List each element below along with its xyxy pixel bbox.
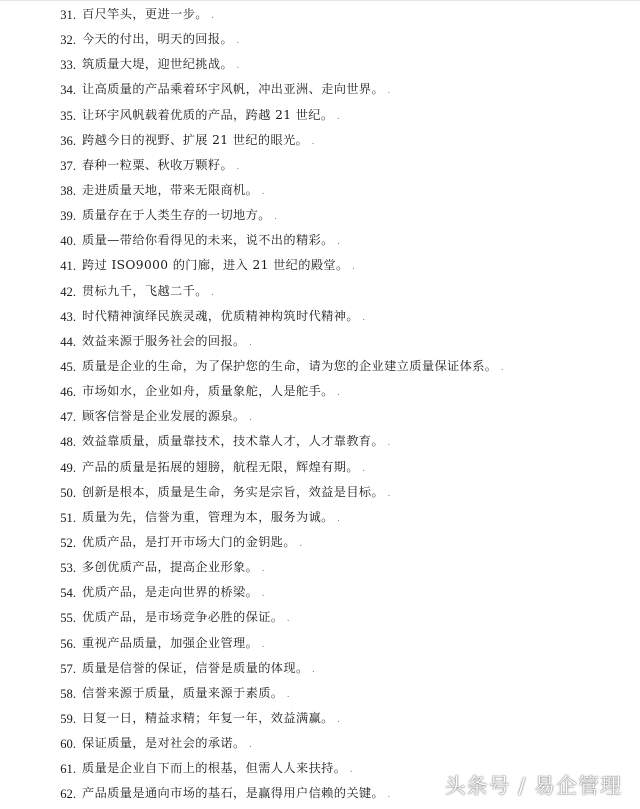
item-number: 31.	[60, 8, 76, 22]
item-text: 效益靠质量，质量靠技术，技术靠人才，人才靠教育。 .	[82, 429, 391, 456]
item-text: 质量—带给你看得见的未来，说不出的精彩。 .	[82, 228, 340, 255]
item-text: 让环宇风帆载着优质的产品，跨越 21 世纪。 .	[82, 103, 340, 130]
item-text: 质量是企业的生命，为了保护您的生命，请为您的企业建立质量保证体系。 .	[82, 354, 504, 381]
item-text: 质量存在于人类生存的一切地方。 .	[82, 203, 277, 230]
list-item	[52, 456, 632, 481]
item-text: 质量为先，信誉为重，管理为本，服务为诚。 .	[82, 505, 340, 532]
list-item	[52, 104, 632, 129]
list-item	[52, 3, 632, 28]
list-item	[52, 531, 632, 556]
list-item	[52, 707, 632, 732]
item-number: 51.	[60, 510, 76, 525]
list-item	[52, 732, 632, 757]
item-text: 顾客信誉是企业发展的源泉。 .	[82, 404, 252, 431]
list-item	[52, 280, 632, 305]
item-text: 让高质量的产品乘着环宇风帆，冲出亚洲、走向世界。 .	[82, 77, 391, 104]
item-number: 56.	[60, 636, 76, 651]
item-number: 47.	[60, 410, 76, 425]
list-item	[52, 179, 632, 204]
item-text: 创新是根本，质量是生命，务实是宗旨，效益是目标。 .	[82, 480, 391, 507]
item-text: 产品的质量是拓展的翅膀，航程无限，辉煌有期。 .	[82, 455, 366, 482]
item-text: 信誉来源于质量，质量来源于素质。 .	[82, 681, 290, 708]
list-item	[52, 254, 632, 279]
item-number: 54.	[60, 586, 76, 601]
item-number: 48.	[60, 435, 76, 450]
item-number: 49.	[60, 460, 76, 475]
item-text: 时代精神演绎民族灵魂，优质精神构筑时代精神。 .	[82, 304, 366, 331]
item-text: 效益来源于服务社会的回报。 .	[82, 329, 252, 356]
item-text: 产品质量是通向市场的基石，是赢得用户信赖的关键。 .	[82, 781, 391, 808]
list-item	[52, 305, 632, 330]
list-item	[52, 355, 632, 380]
item-text: 保证质量，是对社会的承诺。 .	[82, 731, 252, 758]
list-item	[52, 154, 632, 179]
watermark-label: 头条号 / 易企管理	[444, 774, 622, 798]
item-number: 42.	[60, 284, 76, 299]
list-item	[52, 632, 632, 657]
item-number: 55.	[60, 611, 76, 626]
item-number: 57.	[60, 661, 76, 676]
list-item	[52, 481, 632, 506]
slogan-list	[52, 3, 632, 808]
item-text: 今天的付出，明天的回报。 .	[82, 27, 240, 54]
item-text: 市场如水，企业如舟，质量象舵，人是舵手。 .	[82, 379, 340, 406]
list-item	[52, 556, 632, 581]
item-number: 36.	[60, 133, 76, 148]
item-text: 走进质量天地，带来无限商机。 .	[82, 178, 265, 205]
item-number: 32.	[60, 33, 76, 48]
item-number: 61.	[60, 762, 76, 777]
list-item	[52, 380, 632, 405]
item-text: 优质产品，是市场竞争必胜的保证。 .	[82, 605, 290, 632]
list-item	[52, 581, 632, 606]
list-item	[52, 606, 632, 631]
item-text: 优质产品，是打开市场大门的金钥匙。 .	[82, 530, 303, 557]
list-item	[52, 330, 632, 355]
item-number: 35.	[60, 108, 76, 123]
item-text: 重视产品质量，加强企业管理。 .	[82, 631, 265, 658]
item-number: 40.	[60, 234, 76, 249]
item-number: 37.	[60, 158, 76, 173]
item-number: 46.	[60, 385, 76, 400]
item-number: 45.	[60, 359, 76, 374]
item-number: 39.	[60, 209, 76, 224]
item-text: 筑质量大堤，迎世纪挑战。 .	[82, 52, 240, 79]
item-number: 59.	[60, 711, 76, 726]
list-item	[52, 229, 632, 254]
item-number: 41.	[60, 259, 76, 274]
item-text: 贯标九千，飞越二千。 .	[82, 279, 215, 306]
item-text: 跨越今日的视野、扩展 21 世纪的眼光。 .	[82, 128, 315, 155]
item-number: 60.	[60, 737, 76, 752]
item-text: 质量是信誉的保证，信誉是质量的体现。 .	[82, 656, 315, 683]
list-item	[52, 78, 632, 103]
list-item	[52, 506, 632, 531]
list-item	[52, 53, 632, 78]
item-number: 50.	[60, 485, 76, 500]
item-text: 质量是企业自下而上的根基，但需人人来扶持。 .	[82, 756, 353, 783]
item-number: 52.	[60, 535, 76, 550]
item-number: 62.	[60, 787, 76, 802]
list-item	[52, 129, 632, 154]
item-number: 53.	[60, 561, 76, 576]
item-text: 多创优质产品，提高企业形象。 .	[82, 555, 265, 582]
item-number: 34.	[60, 83, 76, 98]
list-item	[52, 682, 632, 707]
list-item	[52, 28, 632, 53]
item-text: 跨过 ISO9000 的门廊，进入 21 世纪的殿堂。 .	[82, 253, 355, 280]
list-item	[52, 405, 632, 430]
list-item	[52, 204, 632, 229]
item-number: 38.	[60, 183, 76, 198]
item-number: 58.	[60, 686, 76, 701]
item-text: 优质产品，是走向世界的桥梁。 .	[82, 580, 265, 607]
item-number: 33.	[60, 58, 76, 73]
item-text: 春种一粒粟、秋收万颗籽。 .	[82, 153, 240, 180]
item-text: 百尺竿头，更进一步。 .	[82, 2, 215, 29]
list-item	[52, 430, 632, 455]
item-text: 日复一日，精益求精；年复一年，效益满赢。 .	[82, 706, 340, 733]
item-number: 43.	[60, 309, 76, 324]
item-number: 44.	[60, 334, 76, 349]
list-item	[52, 657, 632, 682]
